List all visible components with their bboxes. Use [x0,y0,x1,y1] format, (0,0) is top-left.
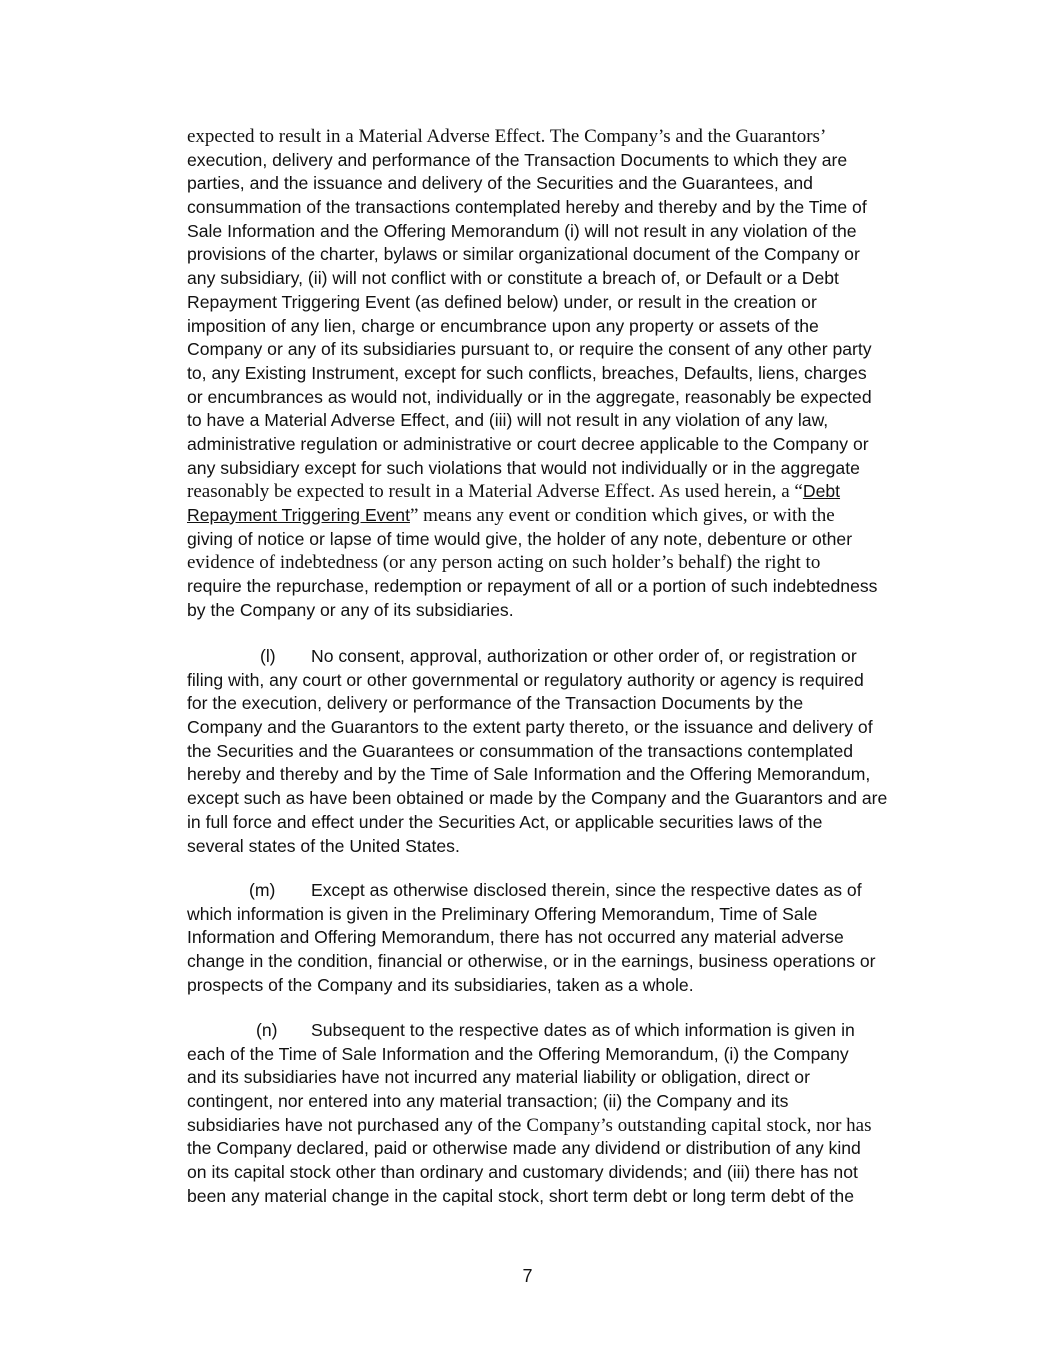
defined-term: Debt [802,481,841,502]
text-line [187,504,929,528]
text-span: ” means any event or condition which gives, or with the [409,505,835,526]
page-number: 7 [522,1266,533,1286]
text-span: reasonably be expected to result in a Material Adverse Effect. As used herein, a “ [187,481,803,503]
text-span: subsidiaries have not purchased any of the [187,1114,527,1135]
text-line [187,1114,929,1138]
text-line: prospects of the Company and its subsidiaries, taken as a whole. [187,974,694,995]
text-line: Company or any of its subsidiaries pursuant to, or require the consent of any other party [187,339,872,360]
text-line [187,1019,929,1043]
text-line: contingent, nor entered into any material transaction; (ii) the Company and its [187,1091,789,1112]
text-line: consummation of the transactions contemplated hereby and thereby and by the Time of [187,197,867,218]
text-span: Except as otherwise disclosed therein, since the respective dates as of [311,880,862,900]
text-line: the Securities and the Guarantees or consummation of the transactions contemplated [187,740,854,761]
paragraph-l [187,645,929,858]
text-line: been any material change in the capital stock, short term debt or long term debt of the [187,1185,854,1206]
text-line [187,645,929,669]
text-line: which information is given in the Preliminary Offering Memorandum, Time of Sale [187,903,818,924]
text-line: Information and Offering Memorandum, there has not occurred any material adverse [187,927,844,948]
text-line: provisions of the charter, bylaws or similar organizational document of the Company or [187,244,860,265]
text-line: administrative regulation or administrative or court decree applicable to the Company or [187,433,869,454]
paragraph-label: (l) [260,646,276,666]
text-line: Repayment Triggering Event (as defined below) under, or result in the creation or [187,291,817,312]
text-line: imposition of any lien, charge or encumbrance upon any property or assets of the [187,315,819,336]
paragraph-m [187,879,929,997]
text-line: execution, delivery and performance of the Transaction Documents to which they are [187,149,848,170]
text-line: for the execution, delivery or performance of the Transaction Documents by the [187,693,804,714]
text-span: No consent, approval, authorization or other order of, or registration or [311,646,857,666]
paragraph-label: (n) [256,1020,278,1040]
text-line: the Company declared, paid or otherwise made any dividend or distribution of any kind [187,1138,861,1159]
text-line: Company and the Guarantors to the extent party thereto, or the issuance and delivery of [187,717,873,738]
text-line [187,480,929,504]
text-line: filing with, any court or other governmental or regulatory authority or agency is required [187,669,864,690]
text-line: change in the condition, financial or otherwise, or in the earnings, business operations or [187,951,876,972]
text-line: on its capital stock other than ordinary and customary dividends; and (iii) there has not [187,1162,858,1183]
text-line [187,879,929,903]
text-line: any subsidiary except for such violations that would not individually or in the aggregate [187,457,860,478]
text-line: giving of notice or lapse of time would give, the holder of any note, debenture or other [187,528,853,549]
text-line: Sale Information and the Offering Memorandum (i) will not result in any violation of the [187,220,857,241]
text-line: in full force and effect under the Securities Act, or applicable securities laws of the [187,811,823,832]
text-line: except such as have been obtained or made by the Company and the Guarantors and are [187,788,888,809]
text-line: hereby and thereby and by the Time of Sale Information and the Offering Memorandum, [187,764,871,785]
text-line: require the repurchase, redemption or repayment of all or a portion of such indebtedness [187,576,878,597]
text-line: expected to result in a Material Adverse Effect. The Company’s and the Guarantors’ [187,126,827,147]
paragraph-n [187,1019,929,1209]
paragraph-label: (m) [249,880,276,900]
text-line: each of the Time of Sale Information and the Offering Memorandum, (i) the Company [187,1043,849,1064]
text-span: Subsequent to the respective dates as of which information is given in [311,1020,855,1040]
text-line: and its subsidiaries have not incurred any material liability or obligation, direct or [187,1067,810,1088]
text-line: evidence of indebtedness (or any person acting on such holder’s behalf) the right to [187,552,821,574]
paragraph-continuation [187,125,929,622]
text-line: to, any Existing Instrument, except for such conflicts, breaches, Defaults, liens, charges [187,362,867,383]
text-line: several states of the United States. [187,835,460,856]
text-line: by the Company or any of its subsidiaries. [187,599,514,620]
text-line: parties, and the issuance and delivery of the Securities and the Guarantees, and [187,173,813,194]
text-line: to have a Material Adverse Effect, and (iii) will not result in any violation of any law, [187,410,829,431]
text-span: Company’s outstanding capital stock, nor has [526,1114,872,1136]
text-line: any subsidiary, (ii) will not conflict with or constitute a breach of, or Default or a Debt [187,268,839,289]
defined-term: Repayment Triggering Event [187,505,410,525]
text-line: or encumbrances as would not, individually or in the aggregate, reasonably be expected [187,386,872,407]
